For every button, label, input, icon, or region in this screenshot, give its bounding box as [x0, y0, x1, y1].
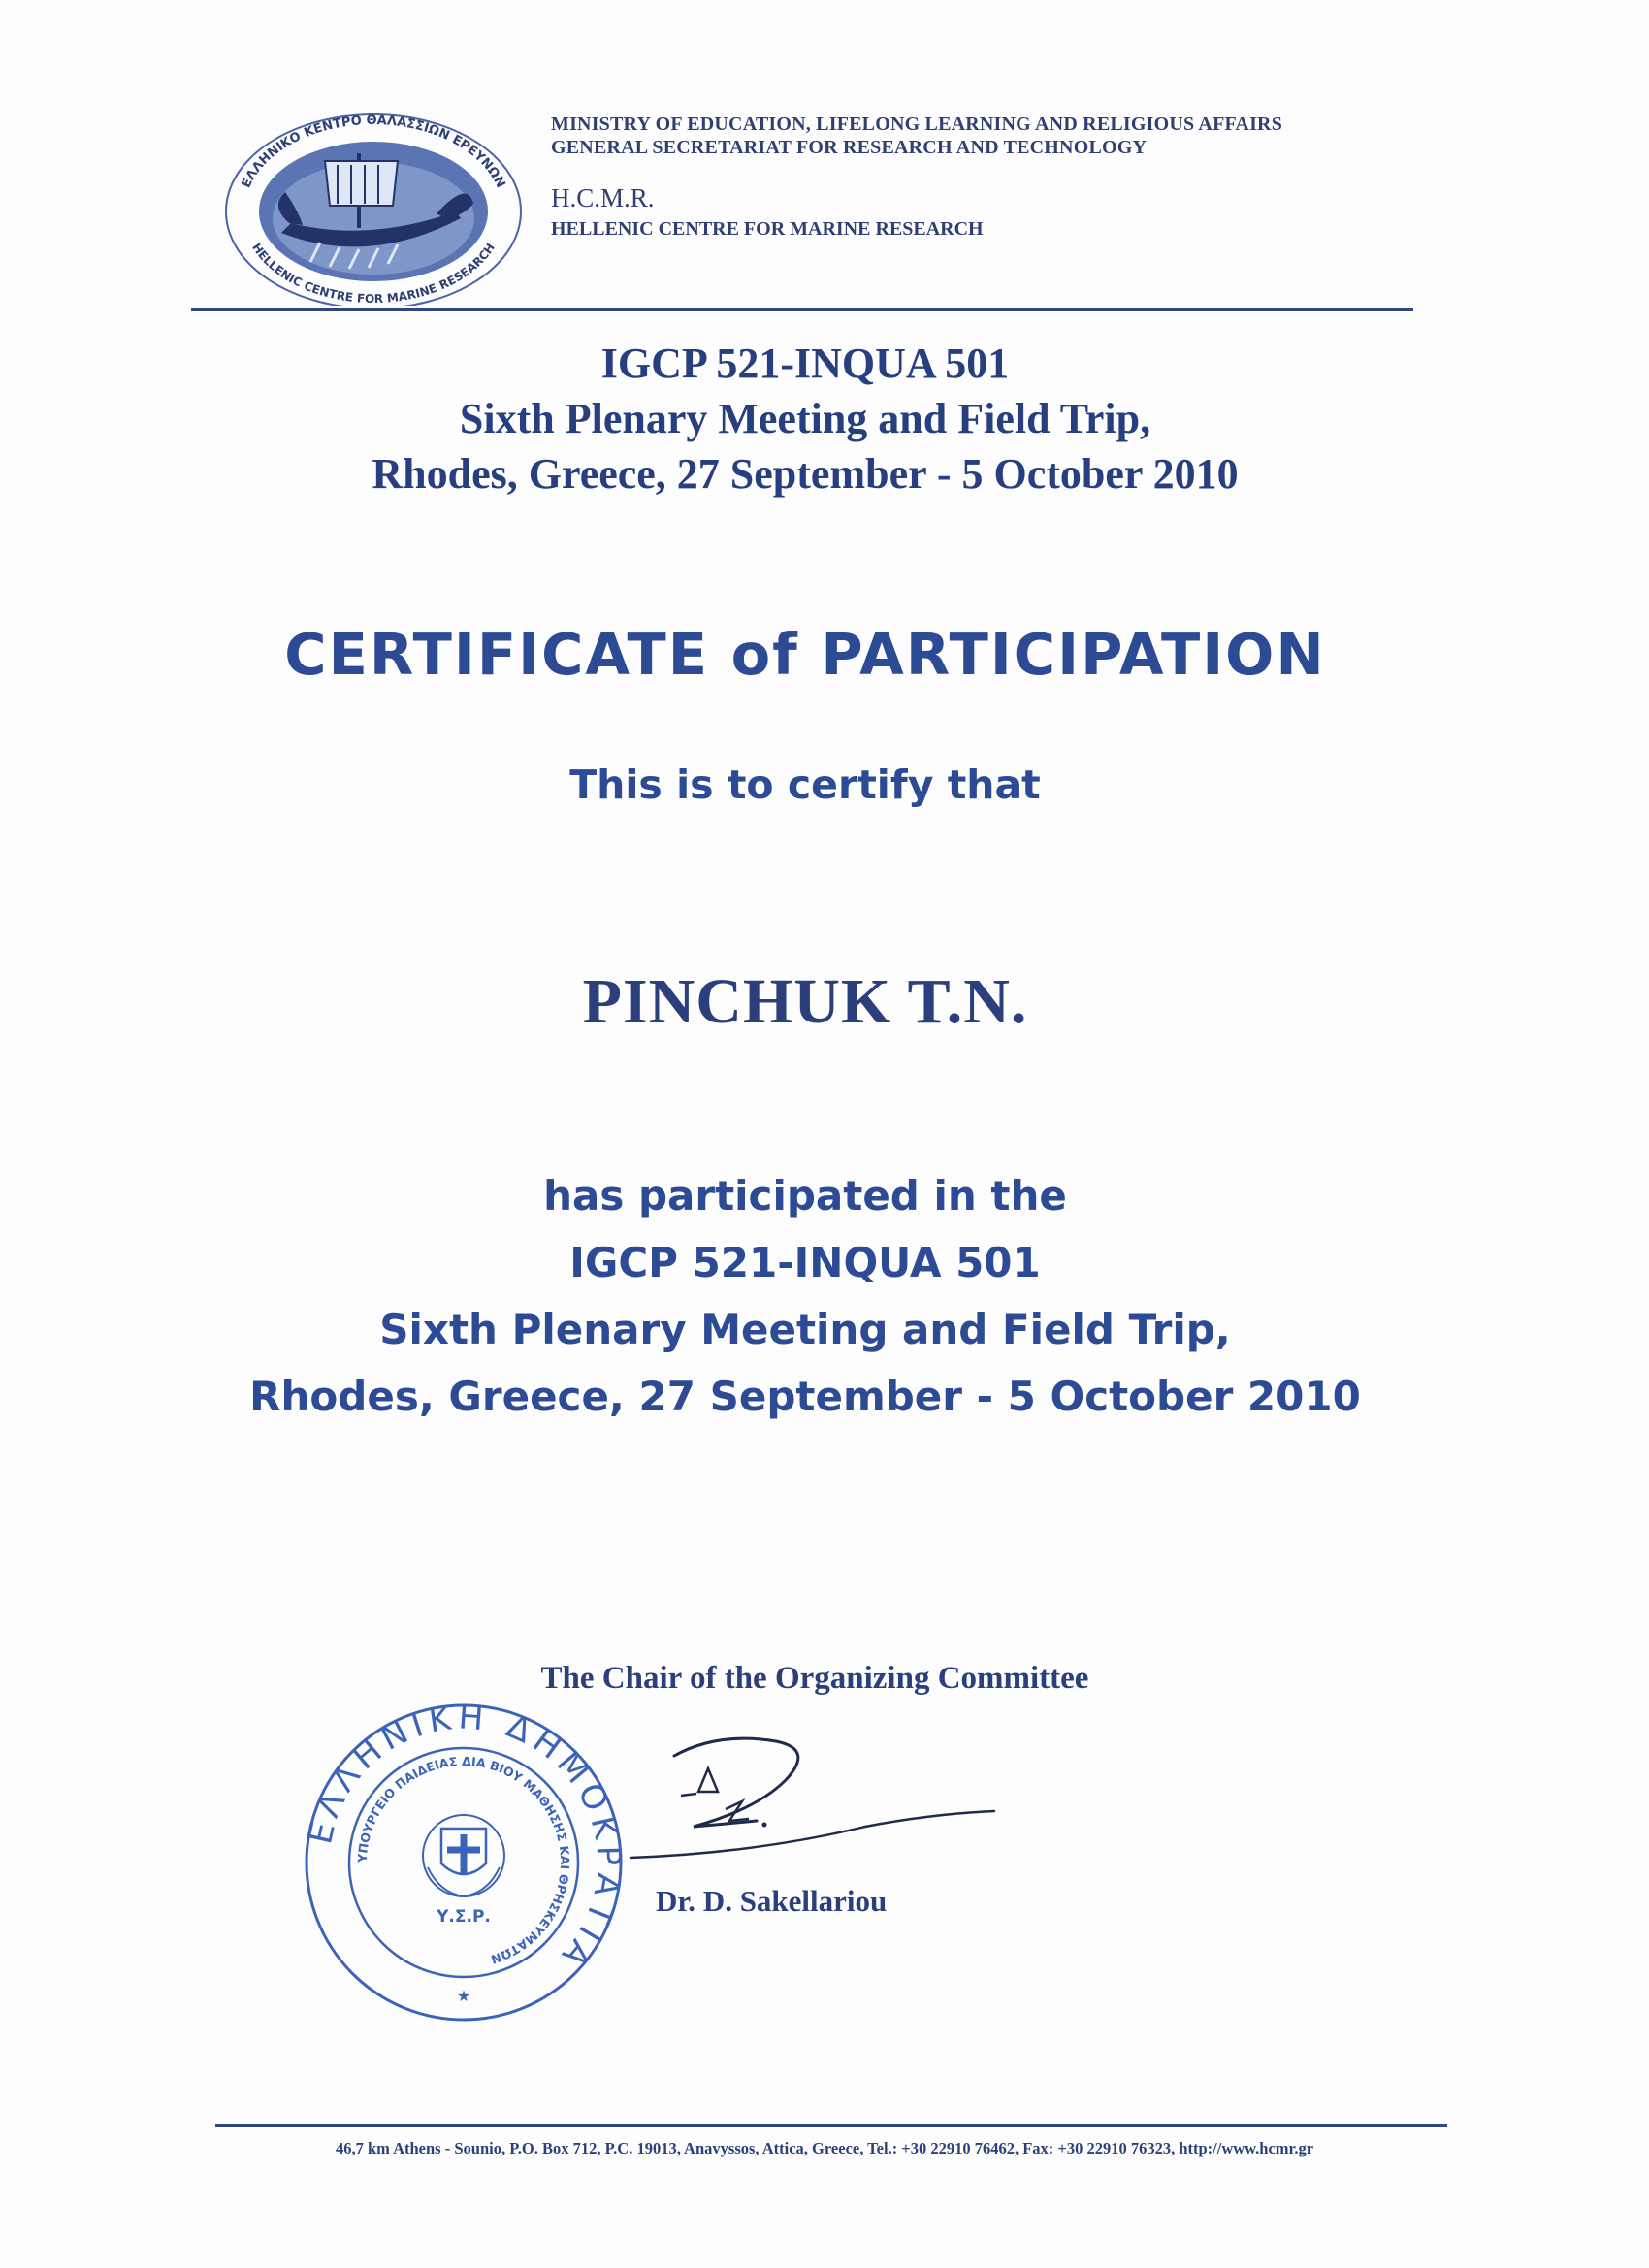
certificate-title: CERTIFICATE of PARTICIPATION [284, 621, 1326, 688]
meeting-programme: IGCP 521-INQUA 501 [600, 340, 1010, 387]
centre-name: HELLENIC CENTRE FOR MARINE RESEARCH [551, 218, 984, 240]
participation-programme: IGCP 521-INQUA 501 [569, 1239, 1041, 1286]
footer-address: 46,7 km Athens - Sounio, P.O. Box 712, P.C. 19013, Anavyssos, Attica, Greece, Tel.: +30 22910 76462, Fax: +30 22910 76323, http://www.hcmr.gr [335, 2139, 1314, 2157]
meeting-event: Sixth Plenary Meeting and Field Trip, [459, 395, 1151, 442]
secretariat-name: GENERAL SECRETARIAT FOR RESEARCH AND TECHNOLOGY [551, 137, 1148, 158]
participation-event: Sixth Plenary Meeting and Field Trip, [379, 1306, 1231, 1353]
meeting-place-date: Rhodes, Greece, 27 September - 5 October 2010 [372, 450, 1239, 498]
chair-title: The Chair of the Organizing Committee [540, 1661, 1089, 1696]
footer-divider [215, 2124, 1447, 2127]
hcmr-abbreviation: H.C.M.R. [551, 183, 655, 212]
participation-statement [146, 1162, 1465, 1430]
seal-outer-text: ΕΛΛΗΝΙΚΗ ΔΗΜΟΚΡΑΤΙΑ [301, 1698, 629, 1979]
participant-name: PINCHUK T.N. [582, 966, 1028, 1037]
header-divider [191, 308, 1413, 311]
official-seal-icon [294, 1693, 633, 2032]
seal-inner-text: ΥΠΟΥΡΓΕΙΟ ΠΑΙΔΕΙΑΣ ΔΙΑ ΒΙΟΥ ΜΑΘΗΣΗΣ ΚΑΙ ΘΡΗΣΚΕΥΜΑΤΩΝ [354, 1753, 573, 1967]
meeting-heading [194, 336, 1416, 502]
svg-text:★: ★ [456, 1987, 471, 2005]
participated-line: has participated in the [543, 1172, 1067, 1219]
seal-center-text: Υ.Σ.Ρ. [436, 1907, 491, 1927]
logo-ring-greek: ΕΛΛΗΝΙΚΟ ΚΕΝΤΡΟ ΘΑΛΑΣΣΙΩΝ ΕΡΕΥΝΩΝ [239, 113, 508, 191]
certify-line: This is to certify that [569, 761, 1041, 808]
signer-name: Dr. D. Sakellariou [656, 1884, 888, 1918]
participation-place-date: Rhodes, Greece, 27 September - 5 October 2010 [249, 1373, 1361, 1420]
handwritten-signature-icon [611, 1712, 999, 1877]
logo-ring-english: HELLENIC CENTRE FOR MARINE RESEARCH [249, 241, 498, 306]
hcmr-logo-icon [213, 97, 534, 306]
ministry-name: MINISTRY OF EDUCATION, LIFELONG LEARNING AND RELIGIOUS AFFAIRS [551, 113, 1283, 135]
organization-block [551, 113, 1405, 241]
